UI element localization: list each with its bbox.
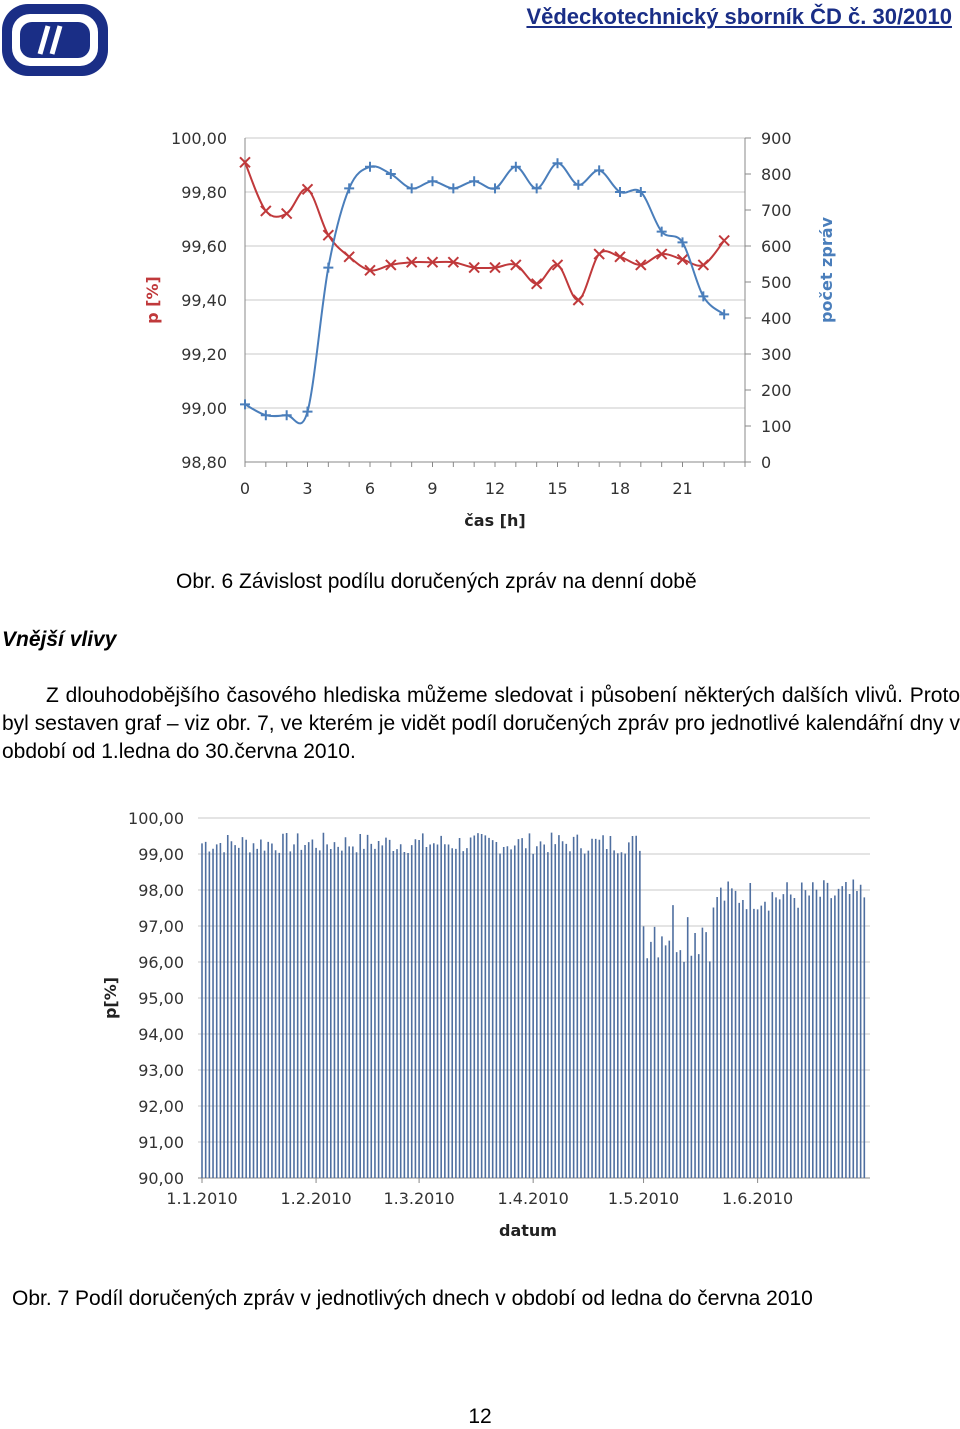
y-axis-label: p [%] <box>143 276 162 324</box>
y-tick-label: 99,00 <box>138 845 184 864</box>
x-tick-label: 1.6.2010 <box>721 1189 794 1208</box>
data-point <box>428 176 438 186</box>
x-tick-label: 18 <box>609 479 631 498</box>
data-point <box>719 309 729 319</box>
y2-tick-label: 900 <box>761 129 792 148</box>
y-tick-label: 90,00 <box>138 1169 184 1188</box>
data-point <box>282 209 292 219</box>
y2-tick-label: 800 <box>761 165 792 184</box>
data-point <box>511 162 521 172</box>
y2-tick-label: 0 <box>761 453 772 472</box>
y-tick-label: 97,00 <box>138 917 184 936</box>
data-point <box>678 255 688 265</box>
data-point <box>282 410 292 420</box>
x-tick-label: 1.3.2010 <box>383 1189 455 1208</box>
x-tick-label: 1.5.2010 <box>607 1189 680 1208</box>
figure6-caption: Obr. 6 Závislost podílu doručených zpráv na denní době <box>176 570 697 593</box>
series-line-percent <box>245 162 724 300</box>
data-point <box>719 236 729 246</box>
y-tick-label: 99,40 <box>181 291 227 310</box>
x-tick-label: 0 <box>239 479 251 498</box>
x-tick-label: 9 <box>427 479 438 498</box>
x-tick-label: 1.4.2010 <box>497 1189 569 1208</box>
y-tick-label: 93,00 <box>138 1061 184 1080</box>
x-tick-label: 3 <box>302 479 313 498</box>
y-tick-label: 99,60 <box>181 237 227 256</box>
section-title: Vnější vlivy <box>2 628 117 651</box>
cd-logo <box>0 2 110 78</box>
data-point <box>594 165 604 175</box>
data-point <box>469 176 479 186</box>
data-point <box>532 279 542 289</box>
x-tick-label: 1.2.2010 <box>280 1189 352 1208</box>
y2-tick-label: 700 <box>761 201 792 220</box>
y-tick-label: 91,00 <box>138 1133 184 1152</box>
figure7-chart <box>0 790 960 1260</box>
data-point <box>261 206 271 216</box>
y-tick-label: 92,00 <box>138 1097 184 1116</box>
y-tick-label: 95,00 <box>138 989 184 1008</box>
series-line-count <box>245 163 724 423</box>
y-tick-label: 98,80 <box>181 453 227 472</box>
y2-tick-label: 500 <box>761 273 792 292</box>
y2-tick-label: 200 <box>761 381 792 400</box>
body-paragraph: Z dlouhodobějšího časového hlediska můžeme sledovat i působení některých dalších vlivů. Proto byl sestaven graf – viz obr. 7, ve kterém je vidět podíl doručených zpráv pro jednotlivé kalendářní dny v období od 1.ledna do 30.června 2010. <box>2 684 960 763</box>
x-tick-label: 12 <box>484 479 506 498</box>
y-axis-label: p[%] <box>101 976 120 1020</box>
y-tick-label: 98,00 <box>138 881 184 900</box>
figure7-caption: Obr. 7 Podíl doručených zpráv v jednotlivých dnech v období od ledna do června 2010 <box>12 1287 813 1310</box>
y-tick-label: 100,00 <box>128 809 184 828</box>
data-point <box>615 252 625 262</box>
data-point <box>365 162 375 172</box>
y2-axis-label: počet zpráv <box>817 217 836 323</box>
figure6-chart <box>0 110 960 540</box>
y2-tick-label: 600 <box>761 237 792 256</box>
data-point <box>323 263 333 273</box>
data-point <box>594 249 604 259</box>
data-point <box>323 230 333 240</box>
y2-tick-label: 400 <box>761 309 792 328</box>
x-tick-label: 15 <box>547 479 568 498</box>
data-point <box>261 410 271 420</box>
y2-tick-label: 300 <box>761 345 792 364</box>
y-tick-label: 99,00 <box>181 399 227 418</box>
x-axis-label: čas [h] <box>464 511 526 530</box>
x-tick-label: 21 <box>672 479 693 498</box>
y2-tick-label: 100 <box>761 417 792 436</box>
journal-title: Vědeckotechnický sborník ČD č. 30/2010 <box>526 4 952 29</box>
y-tick-label: 94,00 <box>138 1025 184 1044</box>
x-tick-label: 6 <box>364 479 376 498</box>
y-tick-label: 99,20 <box>181 345 227 364</box>
page-number: 12 <box>468 1405 492 1428</box>
x-tick-label: 1.1.2010 <box>166 1189 238 1208</box>
data-point <box>344 252 354 262</box>
y-tick-label: 100,00 <box>171 129 227 148</box>
y-tick-label: 99,80 <box>181 183 227 202</box>
x-axis-label: datum <box>499 1221 557 1240</box>
y-tick-label: 96,00 <box>138 953 184 972</box>
